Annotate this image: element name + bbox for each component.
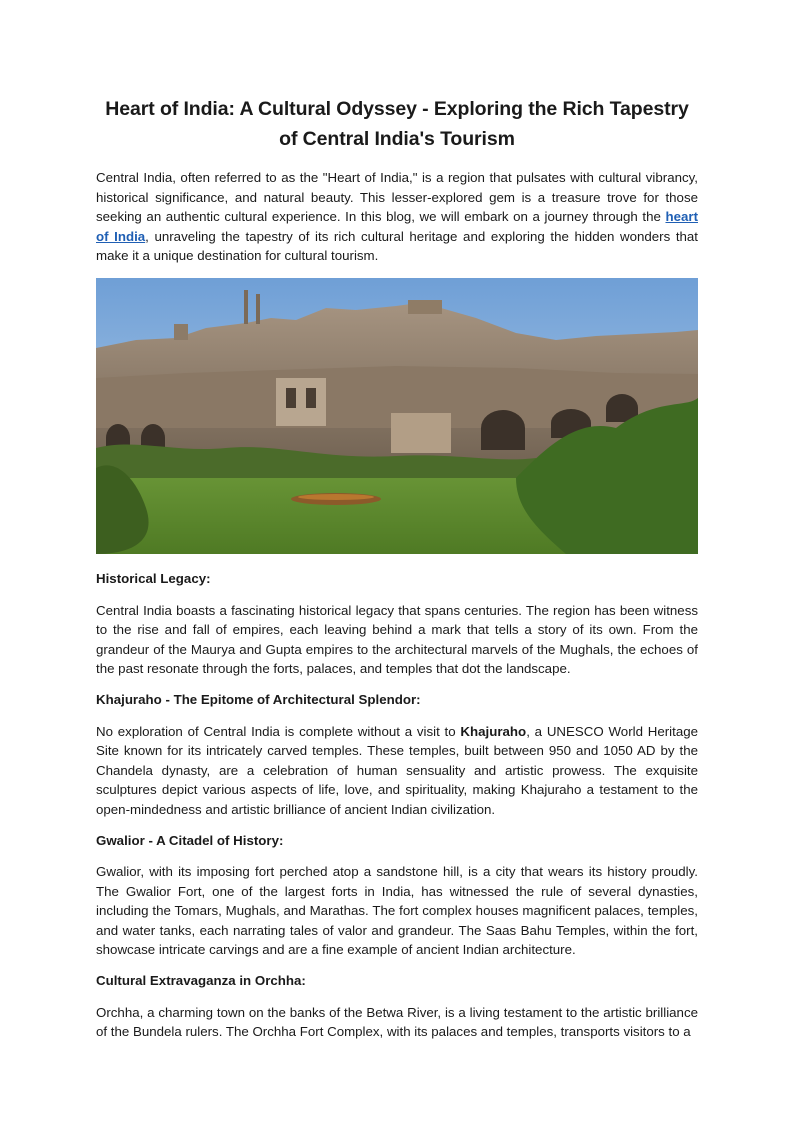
section-heading-khajuraho: Khajuraho - The Epitome of Architectural Splendor: (96, 691, 421, 707)
heart-of-india-link[interactable]: heart of India (96, 209, 698, 244)
section-body-gwalior: Gwalior, with its imposing fort perched atop a sandstone hill, is a city that wears its history proudly. The Gwalior Fort, one of the largest forts in India, has witnessed the rule of several dynasties, including the Tomars, Mughals, and Marathas. The fort complex houses magnificent palaces, temples, and water tanks, each narrating tales of valor and grandeur. The Saas Bahu Temples, within the fort, showcase intricate carvings and are a fine example of ancient Indian architecture. (96, 864, 698, 958)
section-heading-orchha: Cultural Extravaganza in Orchha: (96, 973, 306, 989)
section-heading-gwalior: Gwalior - A Citadel of History: (96, 832, 284, 848)
intro-paragraph (96, 168, 698, 266)
intro-text-before-link: Central India, often referred to as the "Heart of India," is a region that pulsates with cultural vibrancy, historical significance, and natural beauty. This lesser-explored gem is a treasure trove for those seeking an authentic cultural experience. In this blog, we will embark on a journey through the (96, 170, 698, 225)
section-body-khajuraho (96, 722, 698, 820)
khajuraho-text-before: No exploration of Central India is complete without a visit to (96, 723, 461, 739)
khajuraho-text-after: , a UNESCO World Heritage Site known for its intricately carved temples. These temples, built between 950 and 1050 AD by the Chandela dynasty, are a celebration of human sensuality and artistic prowess. The exquisite sculptures depict various aspects of life, love, and spirituality, making Khajuraho a testament to the open-mindedness and artistic brilliance of ancient Indian civilization. (96, 723, 699, 817)
section-body-historical-legacy: Central India boasts a fascinating historical legacy that spans centuries. The region has been witness to the rise and fall of empires, each leaving behind a mark that tells a story of its own. From the grandeur of the Maurya and Gupta empires to the architectural marvels of the Mughals, the echoes of the past resonate through the forts, palaces, and temples that dot the landscape. (96, 602, 698, 677)
intro-text-after-link: , unraveling the tapestry of its rich cultural heritage and exploring the hidden wonders that make it a unique destination for cultural tourism. (96, 228, 698, 264)
khajuraho-bold-name: Khajuraho (460, 723, 527, 739)
fort-ruins-photo (96, 278, 698, 554)
section-body-orchha: Orchha, a charming town on the banks of the Betwa River, is a living testament to the artistic brilliance of the Bundela rulers. The Orchha Fort Complex, with its palaces and temples, transports visitors to a (96, 1004, 698, 1040)
section-heading-historical-legacy: Historical Legacy: (96, 570, 211, 586)
document-page (96, 94, 698, 1042)
page-title: Heart of India: A Cultural Odyssey - Exploring the Rich Tapestry of Central India's Tourism (105, 98, 689, 150)
